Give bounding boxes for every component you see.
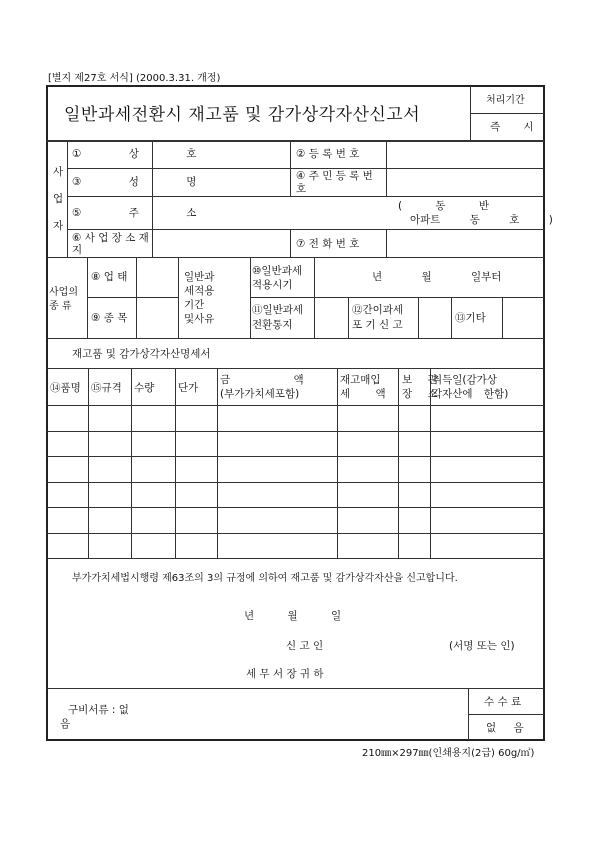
table-cell[interactable]	[48, 406, 87, 430]
column-stock-tax-2: 세 액	[340, 388, 386, 400]
column-amount-2: (부가가치세포함)	[220, 388, 300, 400]
table-cell[interactable]	[132, 508, 174, 532]
table-cell[interactable]	[431, 534, 543, 558]
conversion-notice-label-2: 전환통지	[252, 319, 293, 331]
table-cell[interactable]	[176, 483, 216, 507]
apply-time-value[interactable]: 년 월 일부터	[372, 271, 502, 283]
table-cell[interactable]	[218, 457, 336, 481]
table-cell[interactable]	[48, 432, 87, 456]
table-cell[interactable]	[338, 406, 397, 430]
business-kind-label-2: 종 류	[49, 301, 72, 312]
business-item-field[interactable]	[137, 299, 177, 337]
fee-value: 없 음	[486, 722, 524, 734]
table-cell[interactable]	[431, 483, 543, 507]
column-amount-1: 금 액	[220, 374, 304, 386]
table-cell[interactable]	[89, 534, 130, 558]
simple-tax-waiver-field[interactable]	[419, 299, 450, 337]
table-cell[interactable]	[431, 406, 543, 430]
conversion-notice-field[interactable]	[315, 299, 347, 337]
name-field[interactable]	[153, 170, 289, 195]
other-field[interactable]	[503, 299, 543, 337]
column-stock-tax-1: 재고매입	[340, 374, 381, 386]
address-dong-ban: ( 동 반	[398, 200, 490, 212]
company-name-field[interactable]	[153, 142, 289, 167]
address-label: ⑤ 주 소	[72, 207, 197, 219]
period-reason-label-3: 기간	[184, 299, 205, 311]
report-date[interactable]: 년 월 일	[244, 610, 342, 622]
phone-number-field[interactable]	[387, 231, 543, 256]
workplace-location-label: ⑥ 사 업 장 소 재 지	[72, 232, 149, 256]
table-cell[interactable]	[132, 406, 174, 430]
resident-number-field[interactable]	[387, 170, 543, 195]
table-cell[interactable]	[89, 457, 130, 481]
table-cell[interactable]	[132, 457, 174, 481]
table-cell[interactable]	[132, 432, 174, 456]
column-acquired-2: 각자산에 한함)	[432, 388, 509, 400]
column-storage-1: 보 관	[402, 374, 438, 386]
applicant-section-label-2: 업	[53, 193, 64, 205]
table-cell[interactable]	[218, 432, 336, 456]
table-cell[interactable]	[338, 432, 397, 456]
table-cell[interactable]	[399, 483, 429, 507]
table-cell[interactable]	[399, 508, 429, 532]
paper-spec-footer: 210㎜×297㎜(인쇄용지(2급) 60g/㎡)	[362, 748, 535, 759]
period-reason-label-1: 일반과	[184, 271, 215, 283]
attachments-label-1: 구비서류 : 없	[68, 704, 129, 716]
signature-label[interactable]: (서명 또는 인)	[449, 640, 515, 652]
table-cell[interactable]	[132, 534, 174, 558]
applicant-section-label-1: 사	[53, 166, 64, 178]
registration-number-label: ② 등 록 번 호	[296, 148, 360, 160]
table-cell[interactable]	[218, 508, 336, 532]
table-cell[interactable]	[218, 534, 336, 558]
reporter-label: 신 고 인	[286, 640, 324, 652]
addressee: 세 무 서 장 귀 하	[246, 668, 324, 680]
simple-tax-waiver-label-2: 포 기 신 고	[352, 319, 403, 331]
processing-period-value: 즉 시	[490, 121, 544, 133]
form-title: 일반과세전환시 재고품 및 감가상각자산신고서	[64, 105, 421, 125]
business-type-label: ⑧ 업 태	[91, 271, 128, 283]
applicant-section-label-3: 자	[53, 220, 64, 232]
address-field[interactable]	[153, 198, 393, 228]
business-type-field[interactable]	[137, 259, 177, 296]
table-cell[interactable]	[89, 406, 130, 430]
table-cell[interactable]	[338, 508, 397, 532]
conversion-notice-label-1: ⑪일반과세	[252, 304, 304, 316]
table-cell[interactable]	[176, 457, 216, 481]
registration-number-field[interactable]	[387, 142, 543, 167]
address-apartment: 아파트 동 호 )	[410, 214, 553, 226]
name-label: ③ 성 명	[72, 176, 197, 188]
table-cell[interactable]	[132, 483, 174, 507]
table-cell[interactable]	[218, 406, 336, 430]
apply-time-label-1: ⑩일반과세	[252, 265, 302, 277]
table-cell[interactable]	[176, 406, 216, 430]
table-cell[interactable]	[338, 457, 397, 481]
column-acquired-1: 취득일(감가상	[432, 374, 497, 386]
table-cell[interactable]	[89, 432, 130, 456]
table-cell[interactable]	[399, 406, 429, 430]
other-label: ⑬기타	[455, 312, 486, 324]
table-cell[interactable]	[176, 508, 216, 532]
table-cell[interactable]	[48, 508, 87, 532]
table-cell[interactable]	[338, 483, 397, 507]
processing-period-label: 처리기간	[486, 95, 525, 106]
table-cell[interactable]	[176, 534, 216, 558]
company-name-label: ① 상 호	[72, 148, 197, 160]
column-unit-price: 단가	[178, 382, 199, 394]
table-cell[interactable]	[399, 457, 429, 481]
declaration-text: 부가가치세법시행령 제63조의 3의 규정에 의하여 재고품 및 감가상각자산을 신고합니다.	[72, 573, 458, 584]
phone-number-label: ⑦ 전 화 번 호	[296, 238, 360, 250]
apply-time-label-2: 적용시기	[252, 279, 293, 291]
table-cell[interactable]	[89, 508, 130, 532]
column-item-name: ⑭품명	[50, 382, 81, 394]
fee-label: 수 수 료	[484, 696, 522, 708]
period-reason-label-4: 및사유	[184, 313, 215, 325]
table-cell[interactable]	[48, 483, 87, 507]
table-cell[interactable]	[431, 432, 543, 456]
business-kind-label-1: 사업의	[49, 287, 78, 298]
table-cell[interactable]	[338, 534, 397, 558]
table-cell[interactable]	[89, 483, 130, 507]
business-item-label: ⑨ 종 목	[91, 312, 128, 324]
detail-section-title: 재고품 및 감가상각자산명세서	[72, 348, 211, 360]
resident-number-label: ④ 주 민 등 록 번 호	[296, 170, 373, 195]
table-cell[interactable]	[218, 483, 336, 507]
column-quantity: 수량	[134, 382, 155, 394]
column-spec: ⑮규격	[91, 382, 122, 394]
table-cell[interactable]	[399, 432, 429, 456]
table-cell[interactable]	[48, 457, 87, 481]
table-cell[interactable]	[399, 534, 429, 558]
simple-tax-waiver-label-1: ⑫간이과세	[352, 304, 404, 316]
column-storage-2: 장 소	[402, 388, 438, 400]
period-reason-label-2: 세적용	[184, 285, 215, 297]
table-cell[interactable]	[431, 457, 543, 481]
table-cell[interactable]	[176, 432, 216, 456]
attachments-label-2: 음	[60, 718, 71, 730]
table-cell[interactable]	[431, 508, 543, 532]
table-cell[interactable]	[48, 534, 87, 558]
form-number-note: [별지 제27호 서식] (2000.3.31. 개정)	[48, 73, 221, 84]
workplace-location-field[interactable]	[153, 231, 289, 256]
